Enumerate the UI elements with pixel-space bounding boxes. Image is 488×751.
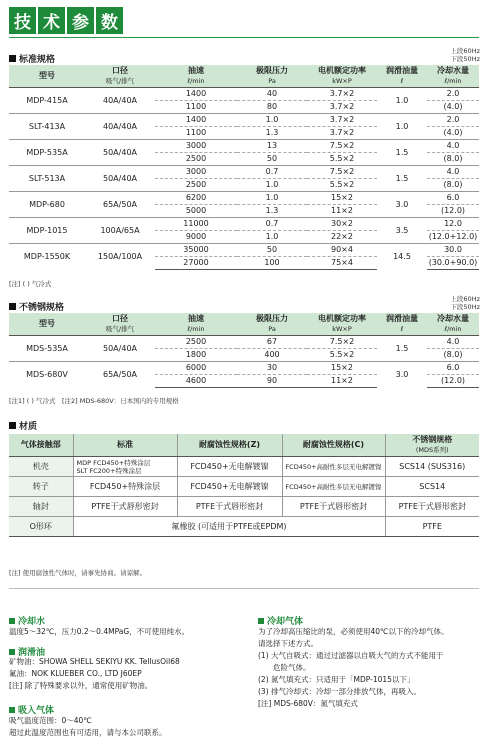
- speed-cell: 35000: [155, 244, 237, 257]
- model-cell: MDP-535A: [9, 140, 85, 166]
- bore-cell: 65A/50A: [85, 192, 155, 218]
- speed-cell: 1100: [155, 101, 237, 114]
- column-header: 电机额定功率 kW×P: [307, 313, 377, 336]
- pressure-cell: 67: [266, 337, 278, 346]
- water-cell: (8.0): [427, 153, 479, 166]
- water-cell: 30.0: [427, 244, 479, 257]
- pressure-cell: 1.0: [237, 179, 307, 192]
- title-char: 技: [9, 7, 36, 34]
- square-bullet-icon: [9, 55, 16, 62]
- stainless-note: [注1] ( ) 气冷式 [注2] MDS-680V：日本国内的专用规格: [9, 397, 179, 405]
- speed-cell: 4600: [155, 375, 237, 388]
- oil-cell: 1.5: [377, 166, 427, 192]
- column-header: 冷却水量 ℓ/min: [427, 65, 479, 88]
- bore-cell: 50A/40A: [85, 140, 155, 166]
- speed-cell: 6000: [155, 362, 237, 375]
- pressure-cell: 80: [237, 101, 307, 114]
- bore-cell: 40A/40A: [103, 95, 137, 105]
- model-cell: MDS-535A: [26, 343, 68, 353]
- table-row: [9, 477, 479, 497]
- stainless-spec-table: [9, 313, 479, 388]
- table-row: [9, 244, 479, 257]
- material-part: 机壳: [9, 457, 73, 477]
- oil-cell: 3.0: [377, 362, 427, 388]
- bore-cell: 40A/40A: [85, 114, 155, 140]
- model-cell: MDS-680V: [9, 362, 85, 388]
- title-char: 数: [96, 7, 123, 34]
- table-row: [9, 218, 479, 231]
- bore-cell: 65A/50A: [85, 362, 155, 388]
- title-divider: [9, 37, 479, 38]
- motor-cell: 90×4: [307, 244, 377, 257]
- material-standard: MDP FCD450+特殊涂层 SLT FC200+特殊涂层: [73, 457, 177, 477]
- lube-text: 矿物油：SHOWA SHELL SEKIYU KK. TellusOil68 氟油：NOK KLUEBER CO., LTD J60EP [注] 除了特殊要求以外，通常使用矿物油。: [9, 657, 180, 690]
- motor-cell: 15×2: [307, 192, 377, 205]
- pressure-cell: 40: [266, 89, 278, 98]
- oil-cell: 3.5: [377, 218, 427, 244]
- pressure-cell: 0.7: [237, 218, 307, 231]
- water-cell: 2.0: [446, 89, 460, 98]
- speed-cell: 2500: [185, 337, 207, 346]
- page-title: [9, 7, 123, 34]
- material-standard: PTFE干式唇形密封: [73, 497, 177, 517]
- material-sus: PTFE: [385, 517, 479, 537]
- material-header: 耐腐蚀性规格(C): [282, 434, 385, 457]
- speed-cell: 2500: [155, 179, 237, 192]
- motor-cell: 11×2: [307, 205, 377, 218]
- oil-cell: 1.0: [395, 95, 409, 105]
- pressure-cell: 1.0: [237, 231, 307, 244]
- table-row: [9, 166, 479, 179]
- square-bullet-icon: [9, 707, 15, 713]
- water-cell: 6.0: [427, 192, 479, 205]
- speed-cell: 11000: [155, 218, 237, 231]
- pressure-cell: 100: [237, 257, 307, 270]
- material-table: [9, 434, 479, 537]
- pressure-cell: 0.7: [237, 166, 307, 179]
- table-row: [9, 114, 479, 127]
- material-heading: 材质: [9, 419, 37, 432]
- material-header: 气体接触部: [9, 434, 73, 457]
- standard-spec-table: [9, 65, 479, 270]
- speed-cell: 3000: [155, 140, 237, 153]
- speed-cell: 9000: [155, 231, 237, 244]
- water-cell: (12.0): [427, 375, 479, 388]
- cooling-water-text: 温度5～32℃，压力0.2～0.4MPaG，不可使用纯水。: [9, 627, 190, 636]
- material-note: [注] 使用腐蚀性气体时，请事先协商。请谅解。: [9, 569, 147, 577]
- motor-cell: 3.7×2: [307, 114, 377, 127]
- model-cell: SLT-413A: [9, 114, 85, 140]
- pressure-cell: 50: [237, 153, 307, 166]
- square-bullet-icon: [258, 618, 264, 624]
- material-c: FCD450+高耐性多层无电解镀镍: [282, 477, 385, 497]
- material-sus: SCS14 (SUS316): [385, 457, 479, 477]
- motor-cell: 11×2: [307, 375, 377, 388]
- square-bullet-icon: [9, 422, 16, 429]
- speed-cell: 27000: [155, 257, 237, 270]
- column-header: 电机额定功率 kW×P: [307, 65, 377, 88]
- motor-cell: 7.5×2: [307, 166, 377, 179]
- motor-cell: 3.7×2: [307, 127, 377, 140]
- material-z: FCD450+无电解镀镍: [177, 457, 282, 477]
- motor-cell: 5.5×2: [307, 153, 377, 166]
- bore-cell: 100A/65A: [85, 218, 155, 244]
- table-row: [9, 192, 479, 205]
- material-merged: 氟橡胶 (可适用于PTFE或EPDM): [73, 517, 385, 537]
- table-row: [9, 362, 479, 375]
- material-standard: FCD450+特殊涂层: [73, 477, 177, 497]
- speed-cell: 1400: [155, 114, 237, 127]
- water-cell: (12.0+12.0): [427, 231, 479, 244]
- material-header: 耐腐蚀性规格(Z): [177, 434, 282, 457]
- pressure-cell: 400: [237, 349, 307, 362]
- cooling-gas-heading: 冷却气体: [258, 614, 303, 627]
- water-cell: 6.0: [427, 362, 479, 375]
- speed-cell: 1100: [155, 127, 237, 140]
- material-sus: PTFE干式唇形密封: [385, 497, 479, 517]
- water-cell: (8.0): [427, 349, 479, 362]
- water-cell: (30.0+90.0): [427, 257, 479, 270]
- oil-cell: 1.5: [395, 343, 409, 353]
- pressure-cell: 1.0: [237, 192, 307, 205]
- oil-cell: 1.0: [377, 114, 427, 140]
- material-header: 标准: [73, 434, 177, 457]
- material-z: PTFE干式唇形密封: [177, 497, 282, 517]
- water-cell: 2.0: [427, 114, 479, 127]
- motor-cell: 3.7×2: [307, 101, 377, 114]
- material-c: PTFE干式唇形密封: [282, 497, 385, 517]
- model-cell: MDP-415A: [26, 95, 68, 105]
- intake-heading: 吸入气体: [9, 703, 54, 716]
- table-row: [9, 517, 479, 537]
- oil-cell: 1.5: [377, 140, 427, 166]
- model-cell: SLT-513A: [9, 166, 85, 192]
- water-cell: (4.0): [427, 101, 479, 114]
- intake-text: 吸气温度范围：0～40℃ 超过此温度范围也有可适用，请与本公司联系。: [9, 716, 167, 737]
- standard-note: [注] ( ) 气冷式: [9, 280, 52, 288]
- material-c: FCD450+高耐性多层无电解镀镍: [282, 457, 385, 477]
- speed-cell: 5000: [155, 205, 237, 218]
- square-bullet-icon: [9, 618, 15, 624]
- column-header: 极限压力 Pa: [237, 65, 307, 88]
- speed-cell: 6200: [155, 192, 237, 205]
- column-header: 口径 吸气/排气: [85, 313, 155, 336]
- material-part: O形环: [9, 517, 73, 537]
- water-cell: (12.0): [427, 205, 479, 218]
- pressure-cell: 50: [237, 244, 307, 257]
- pressure-cell: 1.0: [237, 114, 307, 127]
- water-cell: 4.0: [427, 140, 479, 153]
- material-part: 轴封: [9, 497, 73, 517]
- speed-cell: 1400: [185, 89, 207, 98]
- pressure-cell: 30: [237, 362, 307, 375]
- square-bullet-icon: [9, 303, 16, 310]
- column-header: 抽速 ℓ/min: [155, 313, 237, 336]
- motor-cell: 5.5×2: [307, 179, 377, 192]
- motor-cell: 7.5×2: [329, 337, 355, 346]
- divider: [9, 588, 479, 589]
- title-char: 参: [67, 7, 94, 34]
- pressure-cell: 1.3: [237, 127, 307, 140]
- pressure-cell: 13: [237, 140, 307, 153]
- speed-cell: 1800: [155, 349, 237, 362]
- table-row: [9, 336, 479, 349]
- lube-heading: 润滑油: [9, 645, 45, 658]
- table-row: [9, 457, 479, 477]
- cooling-gas-text: 为了冷却高压缩比的泵，必须使用40℃以下的冷却气体。 请选择下述方式。 (1) 大气自吸式：通过过滤器以自吸大气的方式不能用于 危险气体。 (2) 氮气填充式：只适用于「MDP-1015以下」 (3) 排气冷却式：冷却一部分排放气体，再吸入。 [注] MDS-680V：氮气填充式: [258, 627, 449, 708]
- motor-cell: 15×2: [307, 362, 377, 375]
- pressure-cell: 90: [237, 375, 307, 388]
- water-cell: 4.0: [427, 166, 479, 179]
- standard-unit-note: 上段60Hz 下段50Hz: [450, 47, 480, 63]
- column-header: 抽速 ℓ/min: [155, 65, 237, 88]
- water-cell: 12.0: [427, 218, 479, 231]
- motor-cell: 75×4: [307, 257, 377, 270]
- column-header: 型号: [9, 313, 85, 336]
- model-cell: MDP-1015: [9, 218, 85, 244]
- stainless-unit-note: 上段60Hz 下段50Hz: [450, 295, 480, 311]
- bore-cell: 150A/100A: [85, 244, 155, 270]
- column-header: 冷却水量 ℓ/min: [427, 313, 479, 336]
- material-part: 转子: [9, 477, 73, 497]
- motor-cell: 30×2: [307, 218, 377, 231]
- column-header: 口径 吸气/排气: [85, 65, 155, 88]
- square-bullet-icon: [9, 649, 15, 655]
- stainless-heading: 不锈钢规格: [9, 300, 64, 313]
- standard-heading: 标准规格: [9, 52, 55, 65]
- column-header: 润滑油量 ℓ: [377, 313, 427, 336]
- title-char: 术: [38, 7, 65, 34]
- column-header: 型号: [9, 65, 85, 88]
- table-row: [9, 497, 479, 517]
- material-header: 不锈钢规格 (MDS系列): [385, 434, 479, 457]
- water-cell: 4.0: [446, 337, 460, 346]
- material-z: FCD450+无电解镀镍: [177, 477, 282, 497]
- speed-cell: 3000: [155, 166, 237, 179]
- water-cell: (4.0): [427, 127, 479, 140]
- bore-cell: 50A/40A: [85, 166, 155, 192]
- column-header: 极限压力 Pa: [237, 313, 307, 336]
- cooling-water-heading: 冷却水: [9, 614, 45, 627]
- material-sus: SCS14: [385, 477, 479, 497]
- table-row: [9, 140, 479, 153]
- motor-cell: 7.5×2: [307, 140, 377, 153]
- table-row: [9, 88, 479, 101]
- motor-cell: 5.5×2: [307, 349, 377, 362]
- model-cell: MDP-1550K: [9, 244, 85, 270]
- column-header: 润滑油量 ℓ: [377, 65, 427, 88]
- oil-cell: 3.0: [377, 192, 427, 218]
- bore-cell: 50A/40A: [103, 343, 137, 353]
- model-cell: MDP-680: [9, 192, 85, 218]
- oil-cell: 14.5: [377, 244, 427, 270]
- speed-cell: 2500: [155, 153, 237, 166]
- water-cell: (8.0): [427, 179, 479, 192]
- motor-cell: 3.7×2: [329, 89, 355, 98]
- motor-cell: 22×2: [307, 231, 377, 244]
- pressure-cell: 1.3: [237, 205, 307, 218]
